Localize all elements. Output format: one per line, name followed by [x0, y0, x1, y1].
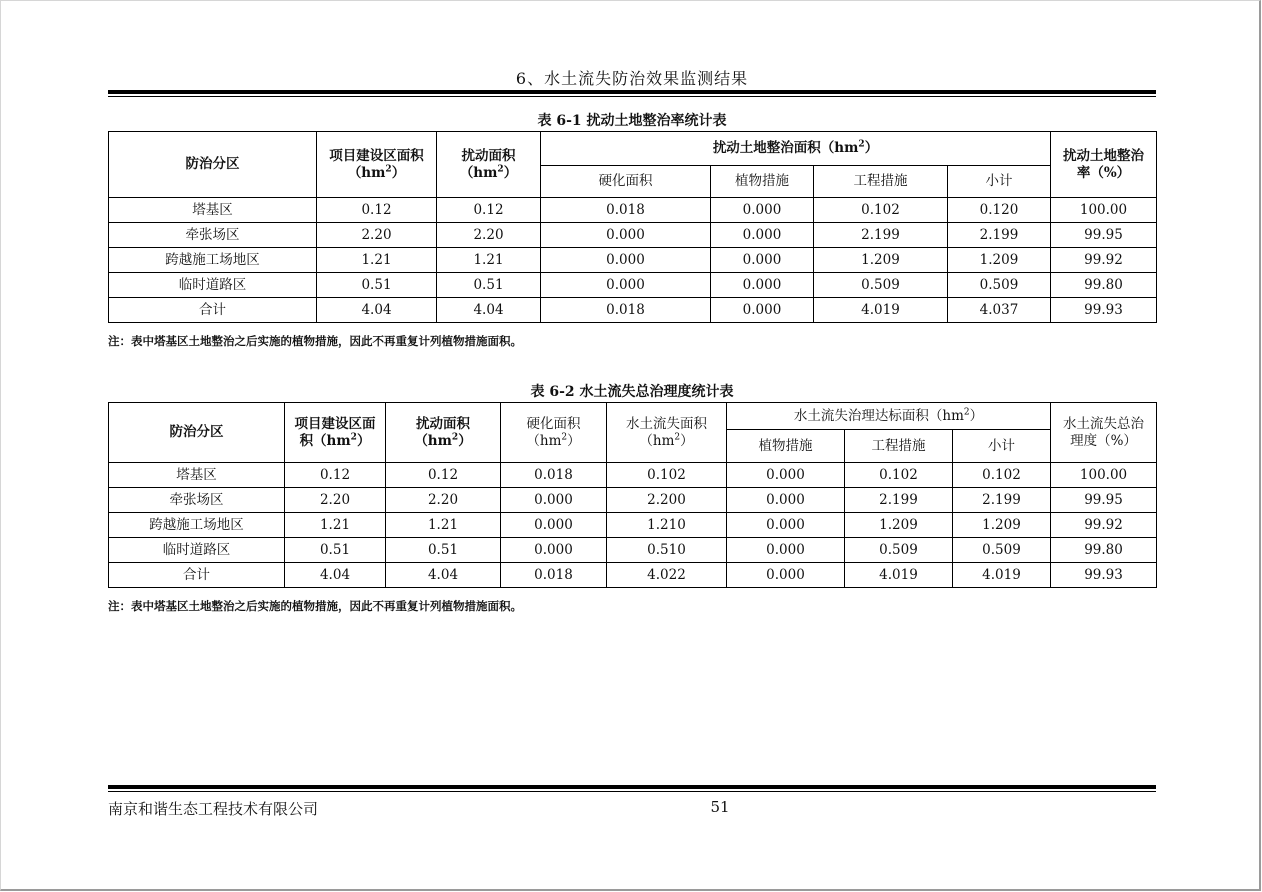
data-cell: 0.509	[953, 538, 1051, 563]
header-rule	[108, 90, 1156, 97]
row-label-cell: 塔基区	[109, 198, 317, 223]
table1	[108, 131, 1157, 323]
data-cell: 4.037	[948, 298, 1051, 323]
footer-rule	[108, 785, 1156, 792]
table-row	[109, 273, 1157, 298]
data-cell: 0.000	[711, 248, 814, 273]
row-label-cell: 塔基区	[109, 463, 285, 488]
data-cell: 99.92	[1051, 513, 1157, 538]
data-cell: 0.12	[285, 463, 386, 488]
table-row	[109, 298, 1157, 323]
data-cell: 1.21	[386, 513, 501, 538]
data-cell: 0.509	[814, 273, 948, 298]
data-cell: 0.018	[541, 298, 711, 323]
table-row	[109, 538, 1157, 563]
table1-header-treated-group: 扰动土地整治面积$(hm^2)$	[541, 132, 1051, 166]
data-cell: 4.019	[953, 563, 1051, 588]
data-cell: 1.209	[845, 513, 953, 538]
table2-header-hard-area: 硬化面积 $(hm^2)$	[501, 403, 607, 463]
data-cell: 0.000	[727, 538, 845, 563]
table1-header-zone: 防治分区	[109, 132, 317, 198]
row-label-cell: 临时道路区	[109, 273, 317, 298]
table-row	[109, 563, 1157, 588]
data-cell: 0.51	[437, 273, 541, 298]
data-cell: 4.04	[317, 298, 437, 323]
data-cell: 1.21	[317, 248, 437, 273]
table-row	[109, 223, 1157, 248]
row-label-cell: 跨越施工场地区	[109, 248, 317, 273]
data-cell: 2.199	[948, 223, 1051, 248]
data-cell: 0.12	[386, 463, 501, 488]
data-cell: 0.000	[541, 273, 711, 298]
table2-header-degree: 水土流失总治 理度（%）	[1051, 403, 1157, 463]
table1-caption: 表 6-1 扰动土地整治率统计表	[537, 113, 727, 129]
data-cell: 2.20	[317, 223, 437, 248]
data-cell: 0.12	[437, 198, 541, 223]
table1-note: 注：表中塔基区土地整治之后实施的植物措施，因此不再重复计列植物措施面积。	[108, 334, 522, 348]
data-cell: 99.95	[1051, 223, 1157, 248]
data-cell: 0.509	[948, 273, 1051, 298]
table-row	[109, 488, 1157, 513]
table1-header-disturbed-area: 扰动面积 $(hm^2)$	[437, 132, 541, 198]
data-cell: 0.102	[953, 463, 1051, 488]
data-cell: 1.21	[437, 248, 541, 273]
data-cell: 2.199	[814, 223, 948, 248]
data-cell: 99.93	[1051, 563, 1157, 588]
data-cell: 0.000	[501, 538, 607, 563]
data-cell: 0.018	[501, 563, 607, 588]
data-cell: 4.04	[386, 563, 501, 588]
data-cell: 2.199	[953, 488, 1051, 513]
table2-header-disturbed-area: 扰动面积 $(hm^2)$	[386, 403, 501, 463]
table2-header-plant: 植物措施	[727, 430, 845, 463]
table1-header-plant: 植物措施	[711, 166, 814, 198]
table1-header-total: 小计	[948, 166, 1051, 198]
row-label-cell: 跨越施工场地区	[109, 513, 285, 538]
data-cell: 0.120	[948, 198, 1051, 223]
data-cell: 1.209	[953, 513, 1051, 538]
data-cell: 99.95	[1051, 488, 1157, 513]
data-cell: 99.93	[1051, 298, 1157, 323]
table-row	[109, 463, 1157, 488]
data-cell: 0.000	[727, 513, 845, 538]
table2-note: 注：表中塔基区土地整治之后实施的植物措施，因此不再重复计列植物措施面积。	[108, 599, 522, 613]
data-cell: 0.000	[727, 463, 845, 488]
table-row	[109, 248, 1157, 273]
data-cell: 2.20	[285, 488, 386, 513]
data-cell: 1.209	[814, 248, 948, 273]
data-cell: 0.12	[317, 198, 437, 223]
table2	[108, 402, 1157, 588]
data-cell: 4.04	[285, 563, 386, 588]
data-cell: 0.000	[541, 223, 711, 248]
row-label-cell: 牵张场区	[109, 488, 285, 513]
data-cell: 4.019	[814, 298, 948, 323]
table2-caption: 表 6-2 水土流失总治理度统计表	[530, 384, 734, 400]
table2-header-treated-group: 水土流失治理达标面积$(hm^2)$	[727, 403, 1051, 430]
data-cell: 0.51	[285, 538, 386, 563]
table2-header-loss-area: 水土流失面积 $(hm^2)$	[607, 403, 727, 463]
data-cell: 2.200	[607, 488, 727, 513]
table2-header-total: 小计	[953, 430, 1051, 463]
data-cell: 99.92	[1051, 248, 1157, 273]
table1-header-eng: 工程措施	[814, 166, 948, 198]
data-cell: 0.510	[607, 538, 727, 563]
data-cell: 4.019	[845, 563, 953, 588]
data-cell: 1.21	[285, 513, 386, 538]
data-cell: 0.000	[501, 513, 607, 538]
table2-header-zone: 防治分区	[109, 403, 285, 463]
footer-company: 南京和谐生态工程技术有限公司	[108, 800, 319, 818]
table1-header-rate: 扰动土地整治 率（%）	[1051, 132, 1157, 198]
data-cell: 99.80	[1051, 538, 1157, 563]
data-cell: 0.000	[711, 223, 814, 248]
page-number: 51	[710, 798, 730, 816]
data-cell: 2.199	[845, 488, 953, 513]
data-cell: 0.000	[711, 298, 814, 323]
table2-header-project-area: 项目建设区面 积$(hm^2)$	[285, 403, 386, 463]
table1-header-hard: 硬化面积	[541, 166, 711, 198]
data-cell: 0.000	[711, 198, 814, 223]
data-cell: 0.51	[317, 273, 437, 298]
data-cell: 100.00	[1051, 198, 1157, 223]
row-label-cell: 临时道路区	[109, 538, 285, 563]
data-cell: 0.102	[845, 463, 953, 488]
data-cell: 0.102	[607, 463, 727, 488]
data-cell: 100.00	[1051, 463, 1157, 488]
row-label-cell: 牵张场区	[109, 223, 317, 248]
data-cell: 99.80	[1051, 273, 1157, 298]
data-cell: 1.209	[948, 248, 1051, 273]
data-cell: 4.04	[437, 298, 541, 323]
data-cell: 1.210	[607, 513, 727, 538]
data-cell: 0.018	[541, 198, 711, 223]
data-cell: 0.000	[541, 248, 711, 273]
data-cell: 2.20	[386, 488, 501, 513]
data-cell: 0.000	[727, 563, 845, 588]
table-row	[109, 198, 1157, 223]
data-cell: 0.000	[727, 488, 845, 513]
table-row	[109, 513, 1157, 538]
page-header-title: 6、水土流失防治效果监测结果	[515, 69, 749, 88]
data-cell: 0.509	[845, 538, 953, 563]
row-label-cell: 合计	[109, 563, 285, 588]
data-cell: 0.102	[814, 198, 948, 223]
data-cell: 0.018	[501, 463, 607, 488]
data-cell: 4.022	[607, 563, 727, 588]
data-cell: 0.51	[386, 538, 501, 563]
table2-header-eng: 工程措施	[845, 430, 953, 463]
data-cell: 0.000	[501, 488, 607, 513]
data-cell: 2.20	[437, 223, 541, 248]
table1-header-project-area: 项目建设区面积 $(hm^2)$	[317, 132, 437, 198]
data-cell: 0.000	[711, 273, 814, 298]
row-label-cell: 合计	[109, 298, 317, 323]
